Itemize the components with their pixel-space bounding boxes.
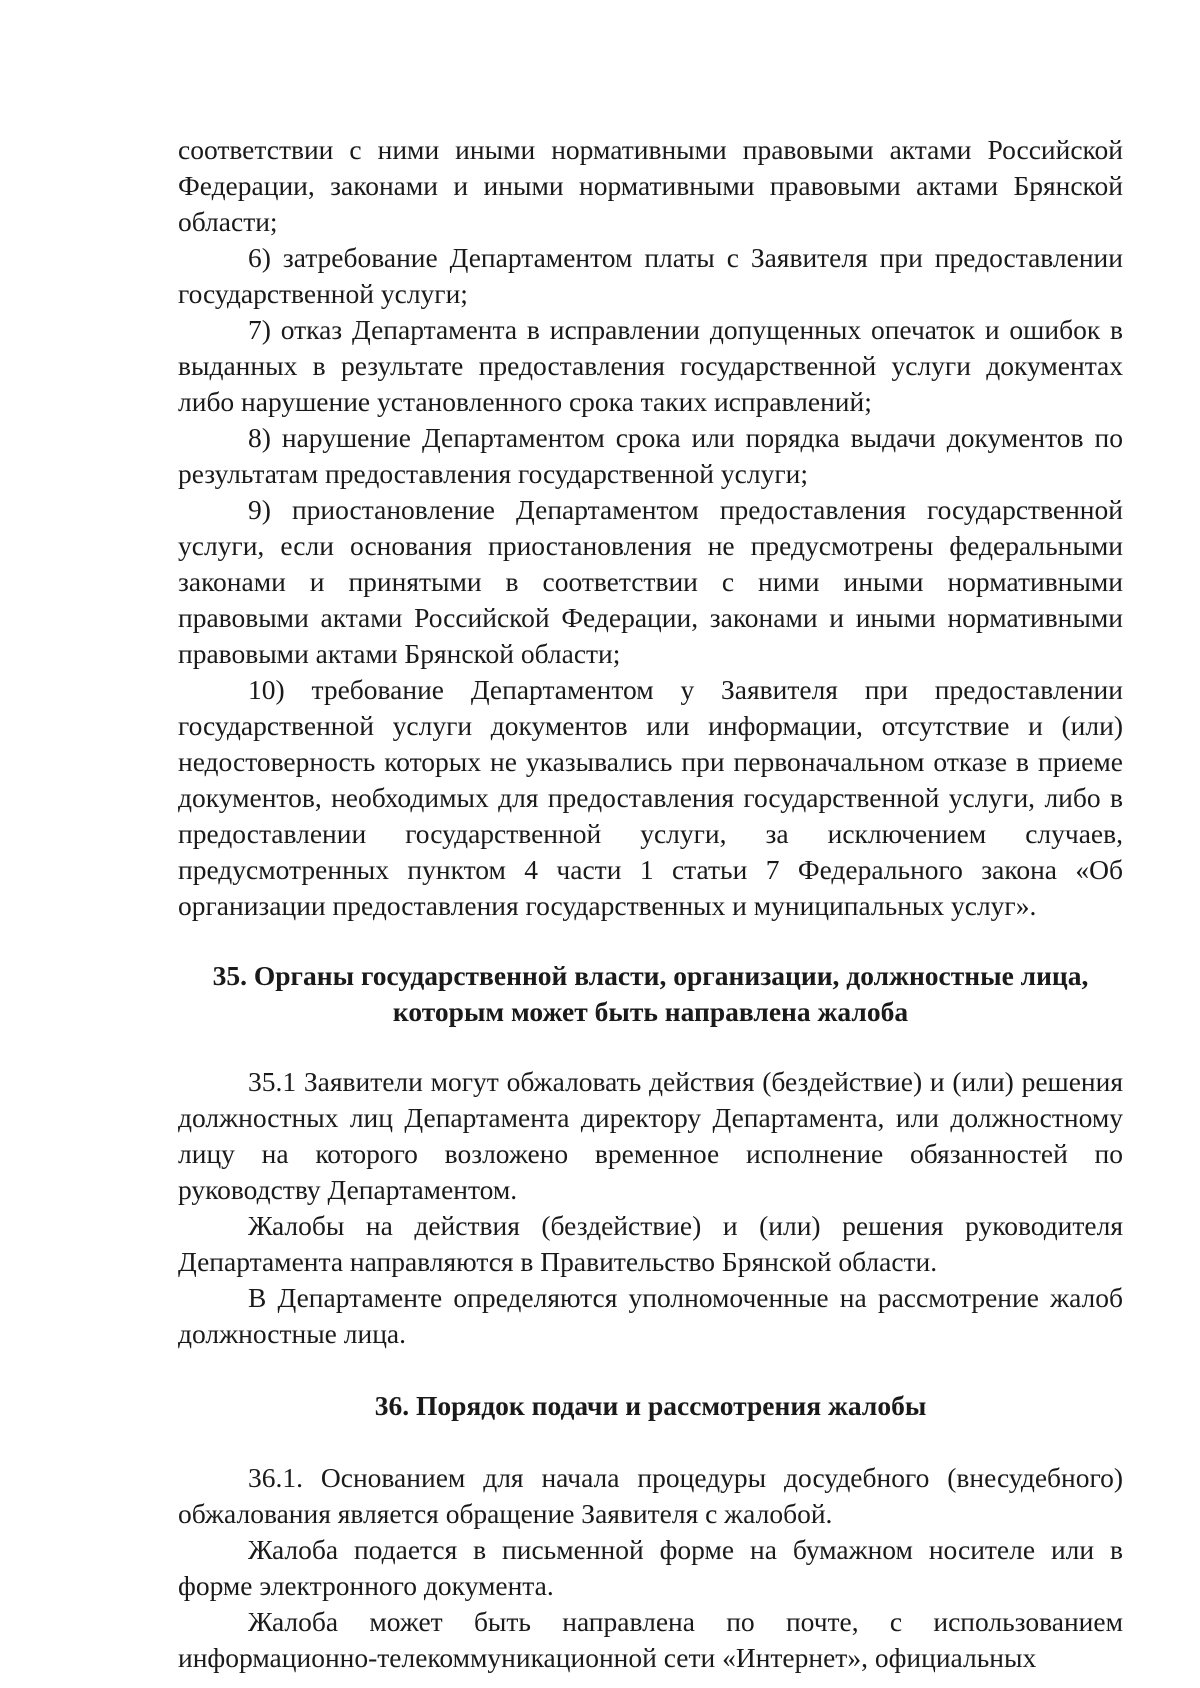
paragraph-item-8: 8) нарушение Департаментом срока или порядка выдачи документов по результатам предоставления государственной услуги; <box>178 422 1123 489</box>
section-35-paragraph-1: 35.1 Заявители могут обжаловать действия (бездействие) и (или) решения должностных лиц Департамента директору Департамента, или должностному лицу на которого возложено временное исполнение обязанностей по руководству Департаментом. <box>178 1066 1123 1205</box>
document-body <box>178 132 1123 1676</box>
section-35-paragraph-2: Жалобы на действия (бездействие) и (или) решения руководителя Департамента направляются в Правительство Брянской области. <box>178 1210 1123 1277</box>
section-35-paragraph-3: В Департаменте определяются уполномоченные на рассмотрение жалоб должностные лица. <box>178 1282 1123 1349</box>
paragraph-item-7: 7) отказ Департамента в исправлении допущенных опечаток и ошибок в выданных в результате предоставления государственной услуги документах либо нарушение установленного срока таких исправлений; <box>178 314 1123 417</box>
section-36-paragraph-3: Жалоба может быть направлена по почте, с использованием информационно-телекоммуникационной сети «Интернет», официальных <box>178 1606 1123 1673</box>
paragraph-item-9: 9) приостановление Департаментом предоставления государственной услуги, если основания приостановления не предусмотрены федеральными законами и принятыми в соответствии с ними иными нормативными правовыми актами Российской Федерации, законами и иными нормативными правовыми актами Брянской области; <box>178 494 1123 669</box>
section-35-heading: 35. Органы государственной власти, организации, должностные лица, которым может быть направлена жалоба <box>212 960 1089 1027</box>
spacer <box>178 1030 1123 1064</box>
section-36-heading: 36. Порядок подачи и рассмотрения жалобы <box>374 1390 927 1421</box>
spacer <box>178 1352 1123 1388</box>
spacer <box>178 924 1123 958</box>
section-36-paragraph-1: 36.1. Основанием для начала процедуры досудебного (внесудебного) обжалования является обращение Заявителя с жалобой. <box>178 1462 1123 1529</box>
paragraph-item-10: 10) требование Департаментом у Заявителя при предоставлении государственной услуги документов или информации, отсутствие и (или) недостоверность которых не указывались при первоначальном отказе в приеме документов, необходимых для предоставления государственной услуги, либо в предоставлении государственной услуги, за исключением случаев, предусмотренных пунктом 4 части 1 статьи 7 Федерального закона «Об организации предоставления государственных и муниципальных услуг». <box>178 674 1123 921</box>
paragraph-item-6: 6) затребование Департаментом платы с Заявителя при предоставлении государственной услуги; <box>178 242 1123 309</box>
spacer <box>178 1424 1123 1460</box>
section-36-paragraph-2: Жалоба подается в письменной форме на бумажном носителе или в форме электронного документа. <box>178 1534 1123 1601</box>
paragraph-continuation: соответствии с ними иными нормативными правовыми актами Российской Федерации, законами и иными нормативными правовыми актами Брянской области; <box>178 134 1123 237</box>
